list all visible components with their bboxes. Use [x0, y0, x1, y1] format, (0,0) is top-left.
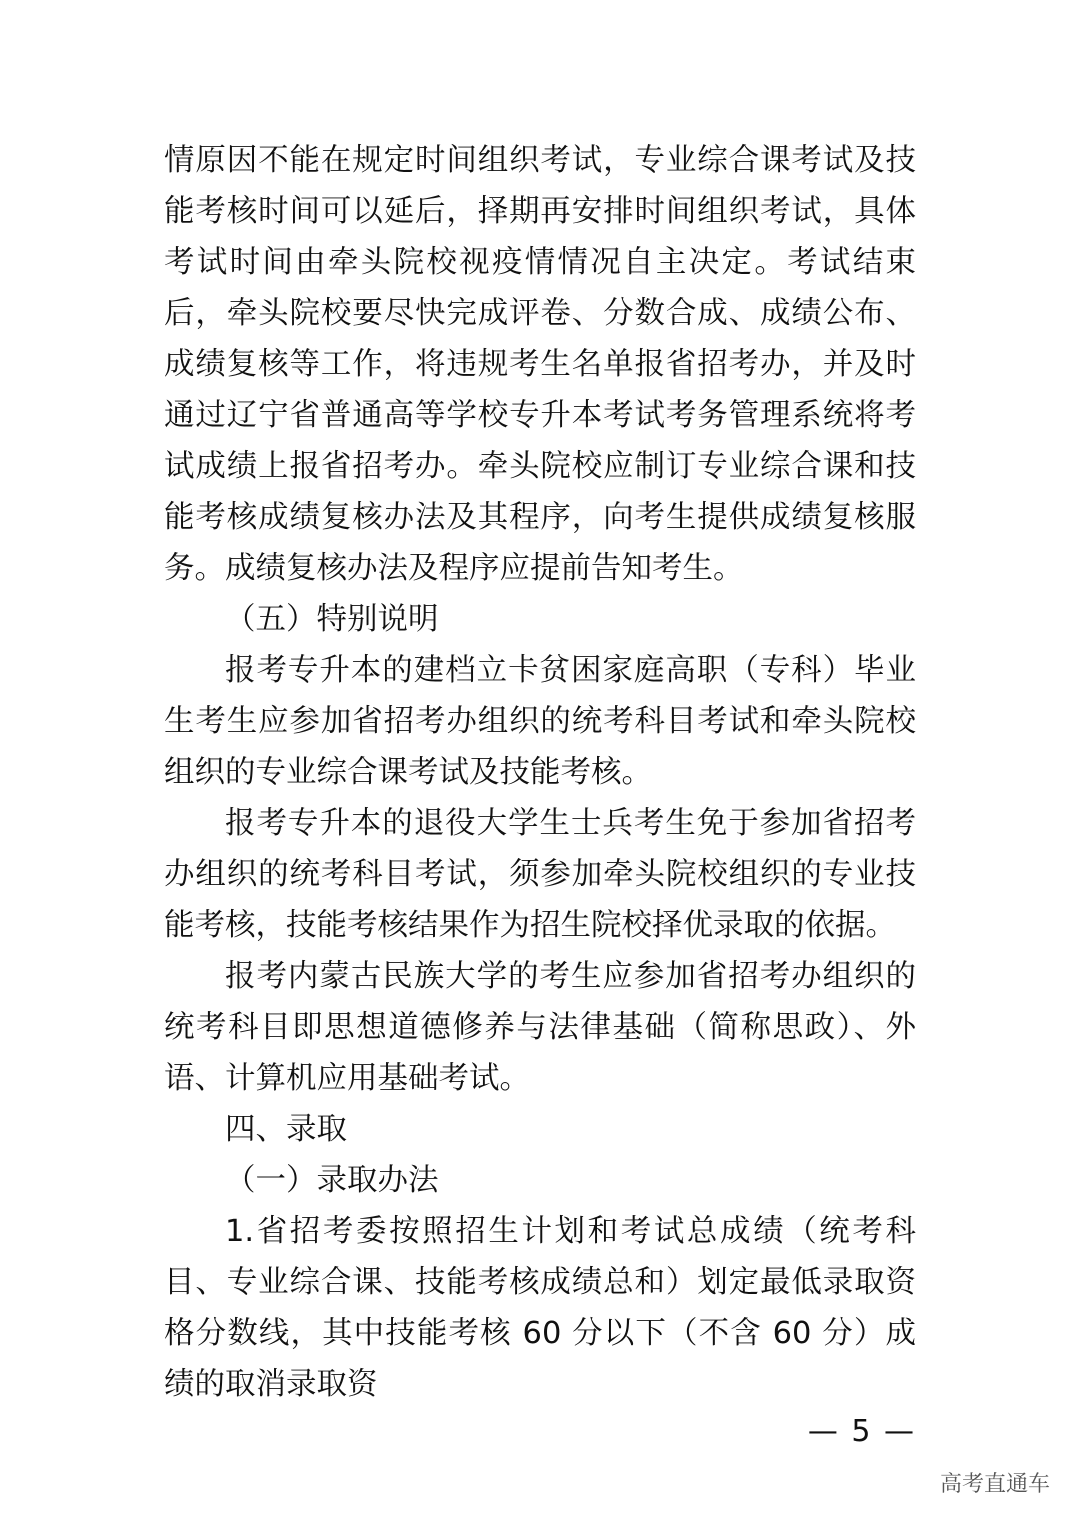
watermark: 高考直通车	[939, 1472, 1050, 1497]
paragraph-veteran-students: 报考专升本的退役大学生士兵考生免于参加省招考办组织的统考科目考试，须参加牵头院校组织的专业技能考核，技能考核结果作为招生院校择优录取的依据。	[164, 806, 916, 943]
section-heading-special-notes: （五）特别说明	[225, 602, 439, 637]
section-heading-admission: 四、录取	[225, 1112, 347, 1147]
document-body	[164, 135, 916, 1410]
paragraph-poverty-students: 报考专升本的建档立卡贫困家庭高职（专科）毕业生考生应参加省招考办组织的统考科目考试和牵头院校组织的专业综合课考试及技能考核。	[164, 653, 916, 790]
paragraph-continued: 情原因不能在规定时间组织考试，专业综合课考试及技能考核时间可以延后，择期再安排时间组织考试，具体考试时间由牵头院校视疫情情况自主决定。考试结束后，牵头院校要尽快完成评卷、分数合成、成绩公布、成绩复核等工作，将违规考生名单报省招考办，并及时通过辽宁省普通高等学校专升本考试考务管理系统将考试成绩上报省招考办。牵头院校应制订专业综合课和技能考核成绩复核办法及其程序，向考生提供成绩复核服务。成绩复核办法及程序应提前告知考生。	[164, 143, 916, 586]
paragraph-admission-rule-1: 1.省招考委按照招生计划和考试总成绩（统考科目、专业综合课、技能考核成绩总和）划定最低录取资格分数线，其中技能考核 60 分以下（不含 60 分）成绩的取消录取资	[164, 1214, 916, 1402]
paragraph-inner-mongolia-university: 报考内蒙古民族大学的考生应参加省招考办组织的统考科目即思想道德修养与法律基础（简称思政）、外语、计算机应用基础考试。	[164, 959, 916, 1096]
page-number: — 5 —	[807, 1414, 916, 1449]
section-heading-admission-method: （一）录取办法	[225, 1163, 439, 1198]
